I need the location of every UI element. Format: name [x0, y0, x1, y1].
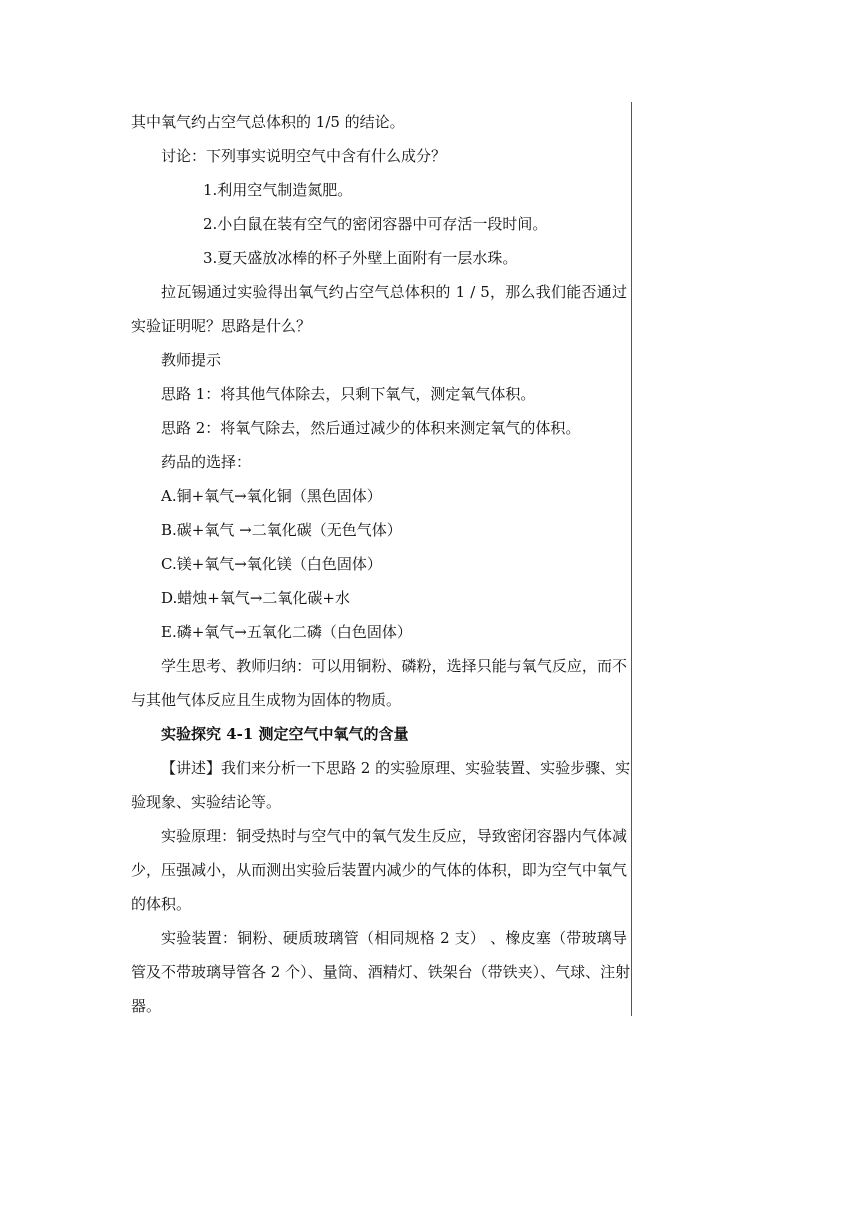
- option-e: E.磷+氧气→五氧化二磷（白色固体）: [161, 623, 412, 641]
- apparatus-paragraph: [131, 921, 631, 1023]
- discussion-item-1: 1.利用空气制造氮肥。: [203, 181, 353, 199]
- paragraph-line: 的体积。: [131, 895, 192, 913]
- approach-1: 思路 1：将其他气体除去，只剩下氧气，测定氧气体积。: [161, 385, 536, 403]
- paragraph-line: 学生思考、教师归纳：可以用铜粉、磷粉，选择只能与氧气反应，而不: [161, 657, 627, 675]
- paragraph-line: 与其他气体反应且生成物为固体的物质。: [131, 691, 402, 709]
- paragraph-line: 管及不带玻璃导管各 2 个）、量筒、酒精灯、铁架台（带铁夹）、气球、注射: [131, 963, 631, 981]
- option-b: B.碳+氧气 →二氧化碳（无色气体）: [161, 521, 402, 539]
- reagent-selection-heading: 药品的选择：: [161, 453, 252, 471]
- paragraph-line: 【讲述】我们来分析一下思路 2 的实验原理、实验装置、实验步骤、实: [161, 759, 631, 777]
- paragraph-line: 拉瓦锡通过实验得出氧气约占空气总体积的 1 / 5，那么我们能否通过: [161, 283, 627, 301]
- document-body: [131, 105, 631, 1023]
- conclusion-line: 其中氧气约占空气总体积的 1/5 的结论。: [131, 113, 405, 131]
- option-c: C.镁+氧气→氧化镁（白色固体）: [161, 555, 382, 573]
- student-thinking-paragraph: [131, 649, 627, 717]
- paragraph-line: 少，压强减小，从而测出实验后装置内减少的气体的体积，即为空气中氧气: [131, 861, 627, 879]
- paragraph-line: 器。: [131, 997, 162, 1015]
- lecture-paragraph: [131, 751, 631, 819]
- table-right-border: [631, 102, 632, 1016]
- paragraph-line: 验现象、实验结论等。: [131, 793, 282, 811]
- approach-2: 思路 2：将氧气除去，然后通过减少的体积来测定氧气的体积。: [161, 419, 581, 437]
- paragraph-line: 实验装置：铜粉、硬质玻璃管（相同规格 2 支） 、橡皮塞（带玻璃导: [161, 929, 627, 947]
- experiment-heading: 实验探究 4-1 测定空气中氧气的含量: [161, 725, 409, 743]
- discussion-item-3: 3.夏天盛放冰棒的杯子外壁上面附有一层水珠。: [203, 249, 518, 267]
- option-a: A.铜+氧气→氧化铜（黑色固体）: [161, 487, 382, 505]
- paragraph-line: 实验原理：铜受热时与空气中的氧气发生反应，导致密闭容器内气体减: [161, 827, 627, 845]
- paragraph-line: 实验证明呢？思路是什么？: [131, 317, 312, 335]
- lavoisier-paragraph: [131, 275, 627, 343]
- discussion-item-2: 2.小白鼠在装有空气的密闭容器中可存活一段时间。: [203, 215, 548, 233]
- teacher-hint-heading: 教师提示: [161, 351, 222, 369]
- principle-paragraph: [131, 819, 627, 921]
- option-d: D.蜡烛+氧气→二氧化碳+水: [161, 589, 350, 607]
- discussion-question: 讨论：下列事实说明空气中含有什么成分？: [161, 147, 447, 165]
